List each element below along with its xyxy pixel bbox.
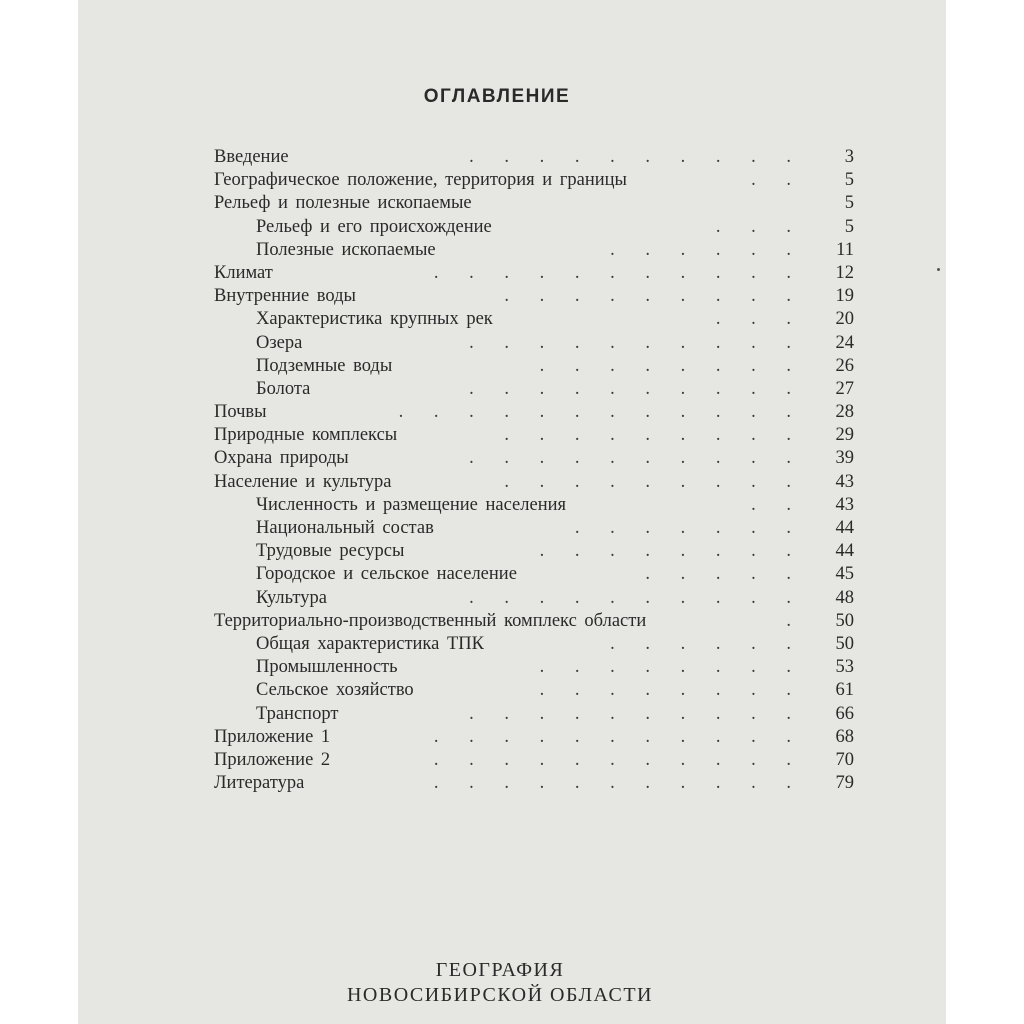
toc-page-number: 43 (835, 471, 854, 492)
margin-mark (937, 268, 940, 271)
toc-entry-title: Рельеф и полезные ископаемые (214, 193, 472, 214)
toc-page-number: 53 (835, 657, 854, 678)
toc-leader-dots: . . . . . . . . (539, 657, 804, 678)
toc-entry-title: Территориально-производственный комплекс области (214, 610, 647, 631)
toc-entry (214, 378, 854, 401)
toc-page-number: 44 (835, 518, 854, 538)
toc-entry-title: Характеристика крупных рек (256, 309, 493, 330)
toc-entry-title: Охрана природы (214, 448, 349, 469)
toc-leader-dots: . . . . . . . (574, 518, 804, 538)
toc-page-number: 44 (835, 541, 854, 562)
toc-entry (214, 749, 854, 772)
toc-leader-dots: . . . . . . . . . (504, 425, 804, 446)
toc-page-number: 45 (835, 564, 854, 585)
toc-leader-dots: . . . . . . . . . . (469, 147, 804, 167)
toc-page-number: 79 (835, 773, 854, 794)
toc-entry-title: Географическое положение, территория и границы (214, 170, 627, 191)
toc-leader-dots: . . . . . . . . . . (469, 587, 804, 608)
toc-entry (214, 146, 854, 169)
page-title: ОГЛАВЛЕНИЕ (423, 86, 571, 107)
toc-entry-title: Введение (214, 147, 289, 167)
toc-entry-title: Национальный состав (256, 518, 434, 538)
toc-entry (214, 447, 854, 470)
toc-entry-title: Промышленность (256, 657, 398, 678)
toc-entry-title: Общая характеристика ТПК (256, 633, 484, 654)
toc-page-number: 5 (844, 170, 854, 191)
toc-entry (214, 633, 854, 656)
toc-page-number: 12 (835, 262, 854, 283)
toc-entry-title: Болота (256, 378, 311, 399)
toc-leader-dots: . . . . . . (610, 633, 804, 654)
book-title-line-2: НОВОСИБИРСКОЙ ОБЛАСТИ (346, 984, 653, 1006)
toc-entry (214, 679, 854, 702)
toc-entry-title: Сельское хозяйство (256, 680, 414, 701)
toc-leader-dots: . . . . . . . . . (504, 471, 804, 492)
toc-leader-dots: . . . . . . . . . . (469, 448, 804, 469)
toc-entry (214, 355, 854, 378)
toc-leader-dots: . . . . . . . . . (504, 286, 804, 307)
toc-entry (214, 494, 854, 517)
toc-entry-title: Озера (256, 332, 303, 353)
toc-entry-title: Трудовые ресурсы (256, 541, 405, 562)
toc-entry-title: Полезные ископаемые (256, 239, 436, 260)
toc-entry (214, 401, 854, 424)
toc-entry (214, 656, 854, 679)
toc-page-number: 68 (835, 726, 854, 747)
toc-entry (214, 703, 854, 726)
toc-entry-title: Городское и сельское население (256, 564, 517, 585)
toc-leader-dots: . . . . . . . . . . . (433, 749, 804, 770)
toc-entry (214, 332, 854, 355)
toc-entry (214, 308, 854, 331)
toc-entry-title: Рельеф и его происхождение (256, 216, 492, 237)
toc-leader-dots: . . . . . . . . . . . (433, 773, 804, 794)
toc-entry (214, 772, 854, 795)
toc-leader-dots: . . . . . . . . (539, 355, 804, 376)
toc-page-number: 5 (844, 216, 854, 237)
toc-entry (214, 726, 854, 749)
toc-page-number: 66 (835, 703, 854, 724)
toc-entry (214, 262, 854, 285)
toc-leader-dots: . . . . . (645, 564, 804, 585)
toc-entry (214, 610, 854, 633)
toc-page-number: 3 (844, 147, 854, 167)
toc-entry-title: Внутренние воды (214, 286, 356, 307)
book-title-footer (66, 958, 934, 1008)
toc-page-number: 61 (835, 680, 854, 701)
toc-leader-dots: . . . . . . . . . . (469, 332, 804, 353)
toc-page-number: 20 (835, 309, 854, 330)
toc-entry (214, 169, 854, 192)
toc-page-number: 70 (835, 749, 854, 770)
toc-page-number: 43 (835, 494, 854, 515)
toc-page-number: 48 (835, 587, 854, 608)
toc-leader-dots: . . . . . . . . (539, 541, 804, 562)
toc-page-number: 50 (835, 633, 854, 654)
toc-entry (214, 517, 854, 540)
toc-leader-dots: . . . . . . . . . . (469, 703, 804, 724)
toc-entry-title: Численность и размещение населения (256, 494, 567, 515)
toc-entry (214, 424, 854, 447)
toc-entry-title: Культура (256, 587, 327, 608)
toc-entry-title: Климат (214, 262, 273, 283)
book-page (78, 0, 946, 1024)
toc-entry-title: Почвы (214, 402, 267, 423)
toc-entry (214, 216, 854, 239)
toc-page-number: 11 (836, 239, 854, 260)
table-of-contents (214, 146, 854, 795)
toc-page-number: 29 (835, 425, 854, 446)
toc-page-number: 5 (844, 193, 854, 214)
toc-leader-dots: . . . . . . . . (539, 680, 804, 701)
toc-entry (214, 563, 854, 586)
toc-entry-title: Население и культура (214, 471, 392, 492)
toc-entry-title: Природные комплексы (214, 425, 398, 446)
toc-page-number: 19 (835, 286, 854, 307)
toc-entry-title: Подземные воды (256, 355, 393, 376)
toc-entry (214, 239, 854, 262)
toc-leader-dots: . . (751, 494, 804, 515)
toc-leader-dots: . . (751, 170, 804, 191)
toc-entry-title: Транспорт (256, 703, 339, 724)
toc-page-number: 27 (835, 378, 854, 399)
toc-entry (214, 285, 854, 308)
toc-entry-title: Приложение 2 (214, 749, 331, 770)
toc-entry (214, 587, 854, 610)
toc-leader-dots: . (786, 610, 804, 631)
toc-entry (214, 471, 854, 494)
toc-leader-dots: . . . (715, 216, 804, 237)
toc-entry (214, 192, 854, 215)
toc-page-number: 26 (835, 355, 854, 376)
toc-entry (214, 540, 854, 563)
toc-leader-dots: . . . . . . (610, 239, 804, 260)
toc-leader-dots: . . . . . . . . . . . (433, 726, 804, 747)
toc-page-number: 24 (835, 332, 854, 353)
toc-entry-title: Приложение 1 (214, 726, 331, 747)
toc-leader-dots: . . . . . . . . . . . . (398, 402, 804, 423)
book-title-line-1: ГЕОГРАФИЯ (435, 959, 565, 981)
toc-leader-dots: . . . . . . . . . . (469, 378, 804, 399)
toc-page-number: 50 (835, 610, 854, 631)
toc-leader-dots: . . . (715, 309, 804, 330)
toc-page-number: 28 (835, 402, 854, 423)
toc-leader-dots: . . . . . . . . . . . (433, 262, 804, 283)
toc-entry-title: Литература (214, 773, 305, 794)
toc-page-number: 39 (835, 448, 854, 469)
